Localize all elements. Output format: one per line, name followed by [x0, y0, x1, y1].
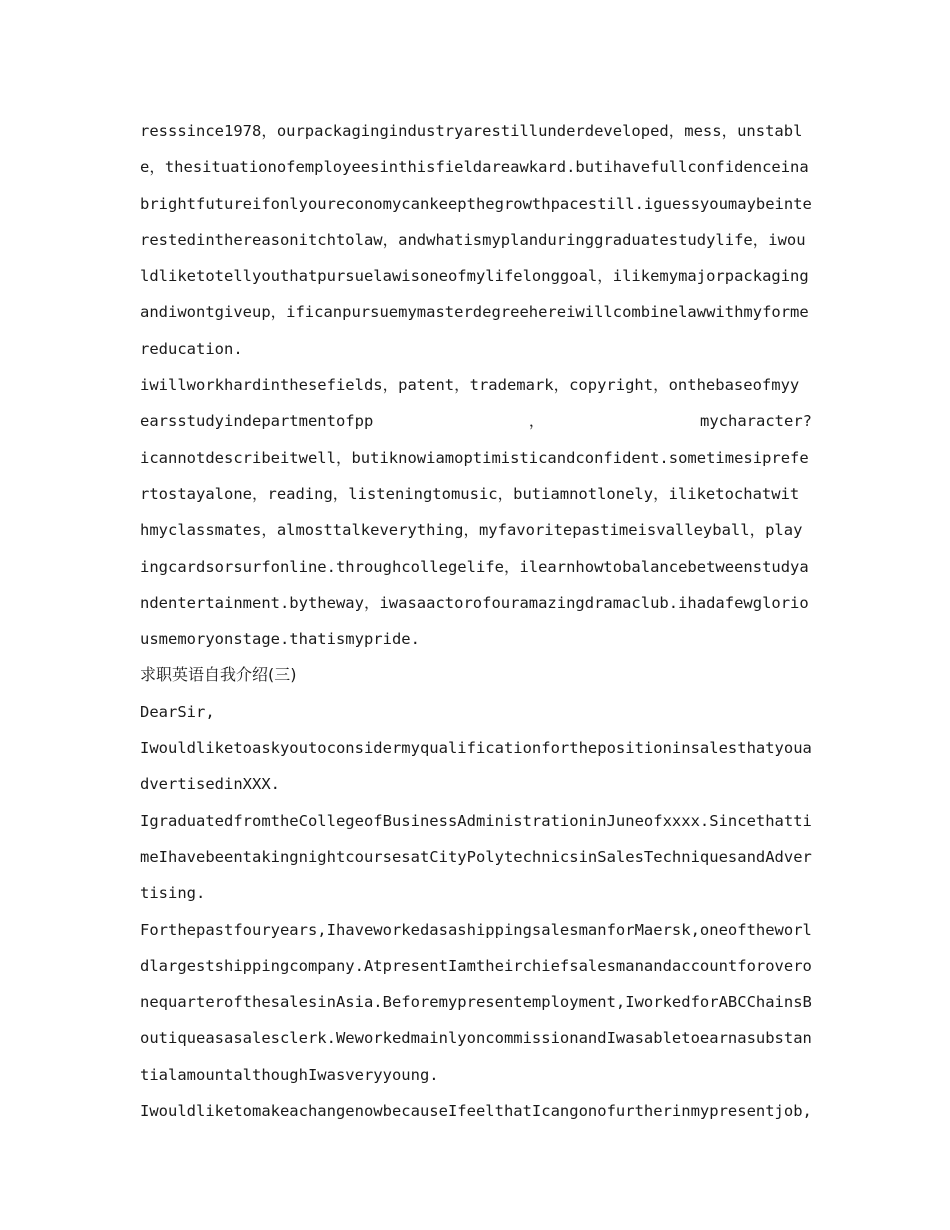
- text-line: usmemoryonstage.thatismypride.: [140, 630, 420, 649]
- text-line: nequarterofthesalesinAsia.Beforemypresentemployment,IworkedforABCChainsB: [140, 993, 812, 1012]
- section-heading: 求职英语自我介绍(三): [140, 665, 297, 685]
- text-line: dvertisedinXXX.: [140, 775, 280, 794]
- text-line: tising.: [140, 884, 206, 903]
- text-line: e，thesituationofemployeesinthisfieldareawkard.butihavefullconfidenceina: [140, 158, 809, 177]
- text-line: IwouldliketomakeachangenowbecauseIfeelthatIcangonofurtherinmypresentjob,: [140, 1102, 812, 1121]
- text-line: IgraduatedfromtheCollegeofBusinessAdministrationinJuneofxxxx.Sincethatti: [140, 811, 812, 830]
- text-line: restedinthereasonitchtolaw，andwhatismyplanduringgraduatestudylife，iwou: [140, 230, 806, 249]
- text-line-justified: [140, 403, 812, 439]
- document-page: [140, 113, 812, 1129]
- text-line: iwillworkhardinthesefields，patent，trademark，copyright，onthebaseofmyy: [140, 376, 800, 395]
- text-fragment-left: earsstudyindepartmentofpp: [140, 412, 374, 431]
- text-fragment-middle: ，: [528, 412, 545, 431]
- text-line: ndentertainment.bytheway，iwasaactorofouramazingdramaclub.ihadafewglorio: [140, 593, 809, 612]
- text-line: icannotdescribeitwell，butiknowiamoptimisticandconfident.sometimesiprefe: [140, 448, 809, 467]
- text-line: dlargestshippingcompany.AtpresentIamtheirchiefsalesmanandaccountforovero: [140, 956, 812, 975]
- text-line: andiwontgiveup，ificanpursuemymasterdegreehereiwillcombinelawwithmyforme: [140, 303, 809, 322]
- text-fragment-right: mycharacter?: [700, 412, 812, 431]
- text-line: Forthepastfouryears,IhaveworkedasashippingsalesmanforMaersk,oneoftheworl: [140, 920, 812, 939]
- text-line: ldliketotellyouthatpursuelawisoneofmylifelonggoal，ilikemymajorpackaging: [140, 267, 809, 286]
- text-line: resssince1978，ourpackagingindustryarestillunderdeveloped，mess，unstabl: [140, 122, 803, 140]
- text-line: hmyclassmates，almosttalkeverything，myfavoritepastimeisvalleyball，play: [140, 521, 803, 540]
- text-line: rtostayalone，reading，listeningtomusic，butiamnotlonely，iliketochatwit: [140, 484, 800, 503]
- text-line: Iwouldliketoaskyoutoconsidermyqualificationforthepositioninsalesthatyoua: [140, 739, 812, 758]
- text-line: ingcardsorsurfonline.throughcollegelife，ilearnhowtobalancebetweenstudya: [140, 557, 809, 576]
- text-line: outiqueasasalesclerk.WeworkedmainlyoncommissionandIwasabletoearnasubstan: [140, 1029, 812, 1048]
- salutation: DearSir,: [140, 702, 215, 721]
- text-line: reducation.: [140, 339, 243, 358]
- text-line: tialamountalthoughIwasveryyoung.: [140, 1065, 439, 1084]
- text-line: brightfutureifonlyoureconomycankeepthegrowthpacestill.iguessyoumaybeinte: [140, 194, 812, 213]
- text-line: meIhavebeentakingnightcoursesatCityPolytechnicsinSalesTechniquesandAdver: [140, 847, 812, 866]
